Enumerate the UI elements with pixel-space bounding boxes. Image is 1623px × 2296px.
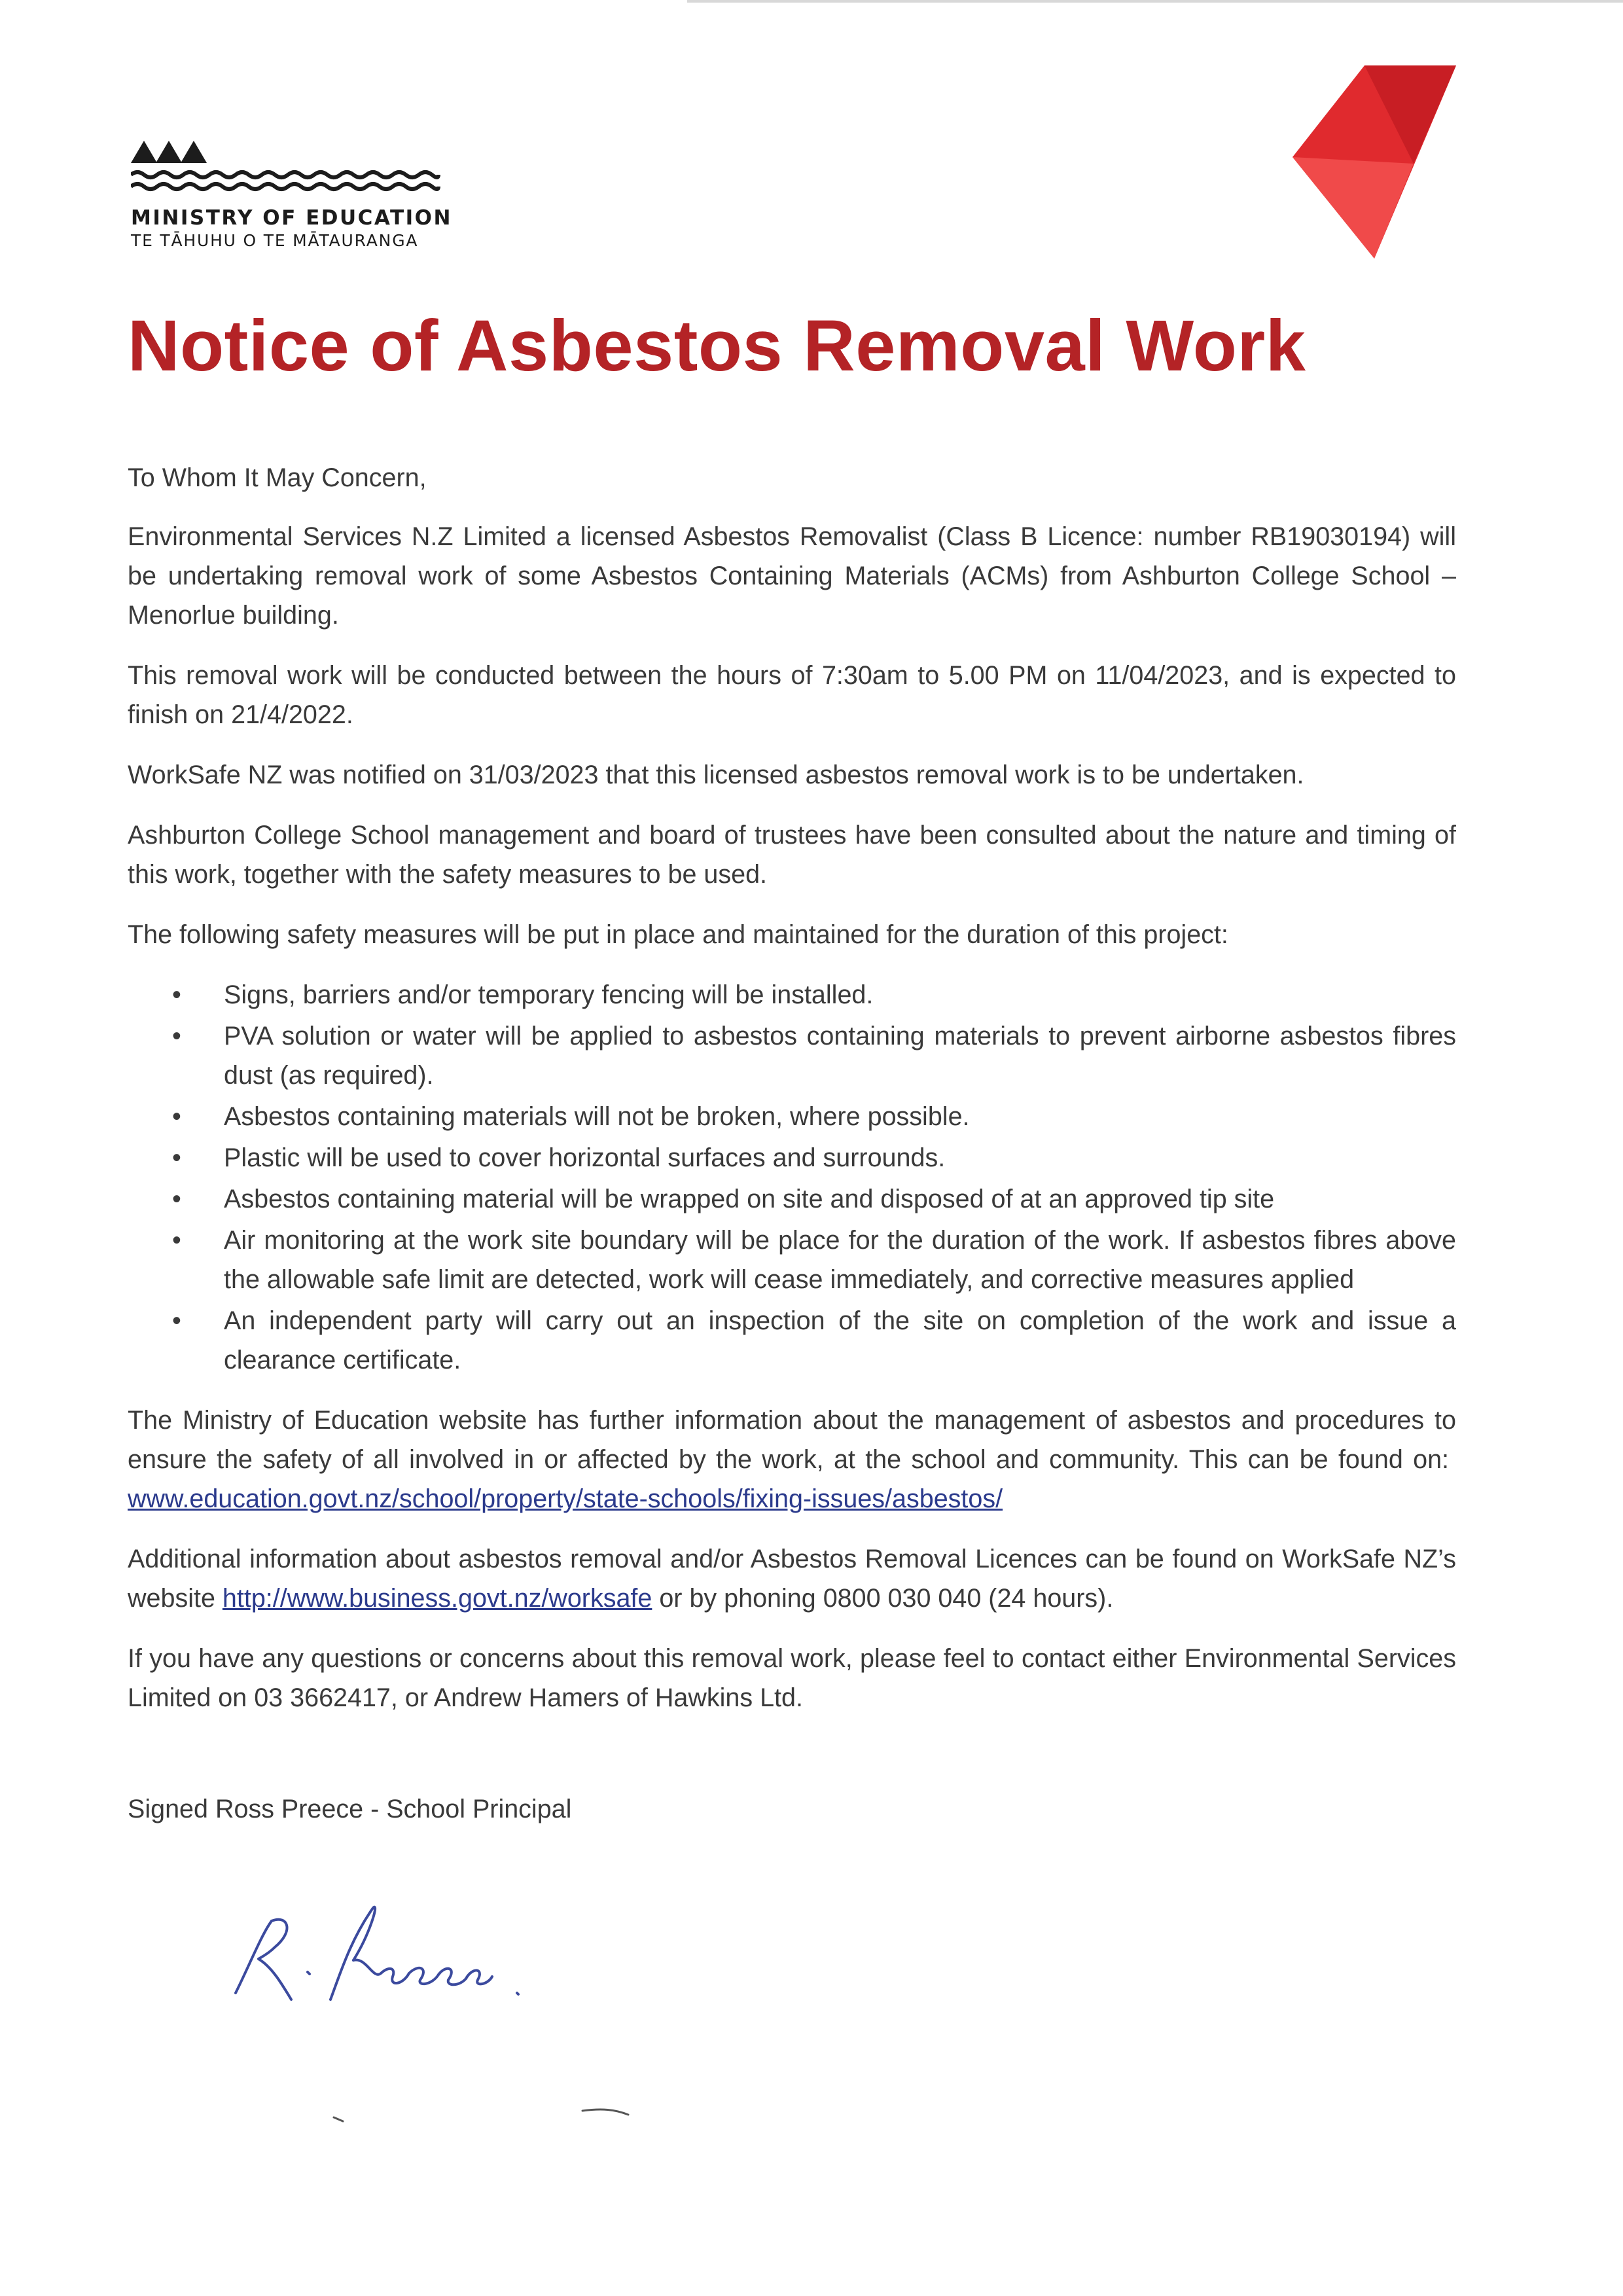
bullet-icon: • xyxy=(172,1102,181,1131)
list-item: • Air monitoring at the work site boundary will be place for the duration of the work. If asbestos fibres above the allowable safe limit are detected, work will cease immediately, and corrective measures applied xyxy=(128,1221,1456,1299)
safety-measures-list xyxy=(128,975,1456,1380)
list-item: • An independent party will carry out an inspection of the site on completion of the work and issue a clearance certificate. xyxy=(128,1301,1456,1380)
bullet-icon: • xyxy=(172,1022,181,1050)
handwritten-signature-icon xyxy=(209,1895,550,2028)
page-title: Notice of Asbestos Removal Work xyxy=(128,306,1306,386)
signed-by: Signed Ross Preece - School Principal xyxy=(128,1795,572,1823)
bullet-icon: • xyxy=(172,1306,181,1335)
greeting: To Whom It May Concern, xyxy=(128,463,427,492)
mountains-waves-icon xyxy=(131,134,471,200)
scan-edge-line xyxy=(687,0,1623,3)
bullet-icon: • xyxy=(172,1185,181,1213)
paragraph-worksafe-info: Additional information about asbestos removal and/or Asbestos Removal Licences can be found on WorkSafe NZ’s website http://www.business.govt.nz/worksafe or by phoning 0800 030 040 (24 hours). xyxy=(128,1545,1456,1613)
stray-pen-marks-icon xyxy=(321,2091,661,2133)
org-subtitle: TE TĀHUHU O TE MĀTAURANGA xyxy=(131,231,419,250)
paragraph-contact: If you have any questions or concerns about this removal work, please feel to contact either Environmental Services Limited on 03 3662417, or Andrew Hamers of Hawkins Ltd. xyxy=(128,1644,1456,1712)
list-item: • PVA solution or water will be applied to asbestos containing materials to prevent airborne asbestos fibres dust (as required). xyxy=(128,1016,1456,1095)
red-triangle-emblem-icon xyxy=(1293,65,1463,264)
bullet-icon: • xyxy=(172,1226,181,1255)
education-website-link[interactable]: www.education.govt.nz/school/property/state-schools/fixing-issues/asbestos/ xyxy=(128,1484,1003,1513)
paragraph-schedule: This removal work will be conducted between the hours of 7:30am to 5.00 PM on 11/04/2023, and is expected to finish on 21/4/2022. xyxy=(128,661,1456,729)
paragraph-measures-intro: The following safety measures will be put in place and maintained for the duration of this project: xyxy=(128,920,1228,949)
bullet-icon: • xyxy=(172,1143,181,1172)
list-item: • Plastic will be used to cover horizontal surfaces and surrounds. xyxy=(128,1138,1456,1177)
letter-body xyxy=(128,458,1456,1850)
paragraph-worksafe-notice: WorkSafe NZ was notified on 31/03/2023 that this licensed asbestos removal work is to be undertaken. xyxy=(128,761,1304,789)
list-item: • Asbestos containing material will be wrapped on site and disposed of at an approved tip site xyxy=(128,1179,1456,1219)
paragraph-ministry-info: The Ministry of Education website has further information about the management of asbestos and procedures to ensure the safety of all involved in or affected by the work, at the school and community. This can be found on: www.education.govt.nz/school/property/state-schools/fixing-issues/asbestos/ xyxy=(128,1406,1456,1513)
worksafe-website-link[interactable]: http://www.business.govt.nz/worksafe xyxy=(222,1584,652,1613)
bullet-icon: • xyxy=(172,980,181,1009)
paragraph-contractor: Environmental Services N.Z Limited a licensed Asbestos Removalist (Class B Licence: number RB19030194) will be undertaking removal work of some Asbestos Containing Materials (ACMs) from Ashburton College School – Menorlue building. xyxy=(128,522,1456,630)
list-item: • Signs, barriers and/or temporary fencing will be installed. xyxy=(128,975,1456,1014)
list-item: • Asbestos containing materials will not be broken, where possible. xyxy=(128,1097,1456,1136)
org-name: MINISTRY OF EDUCATION xyxy=(131,206,452,230)
paragraph-consultation: Ashburton College School management and board of trustees have been consulted about the nature and timing of this work, together with the safety measures to be used. xyxy=(128,821,1456,889)
ministry-logo xyxy=(131,134,471,250)
